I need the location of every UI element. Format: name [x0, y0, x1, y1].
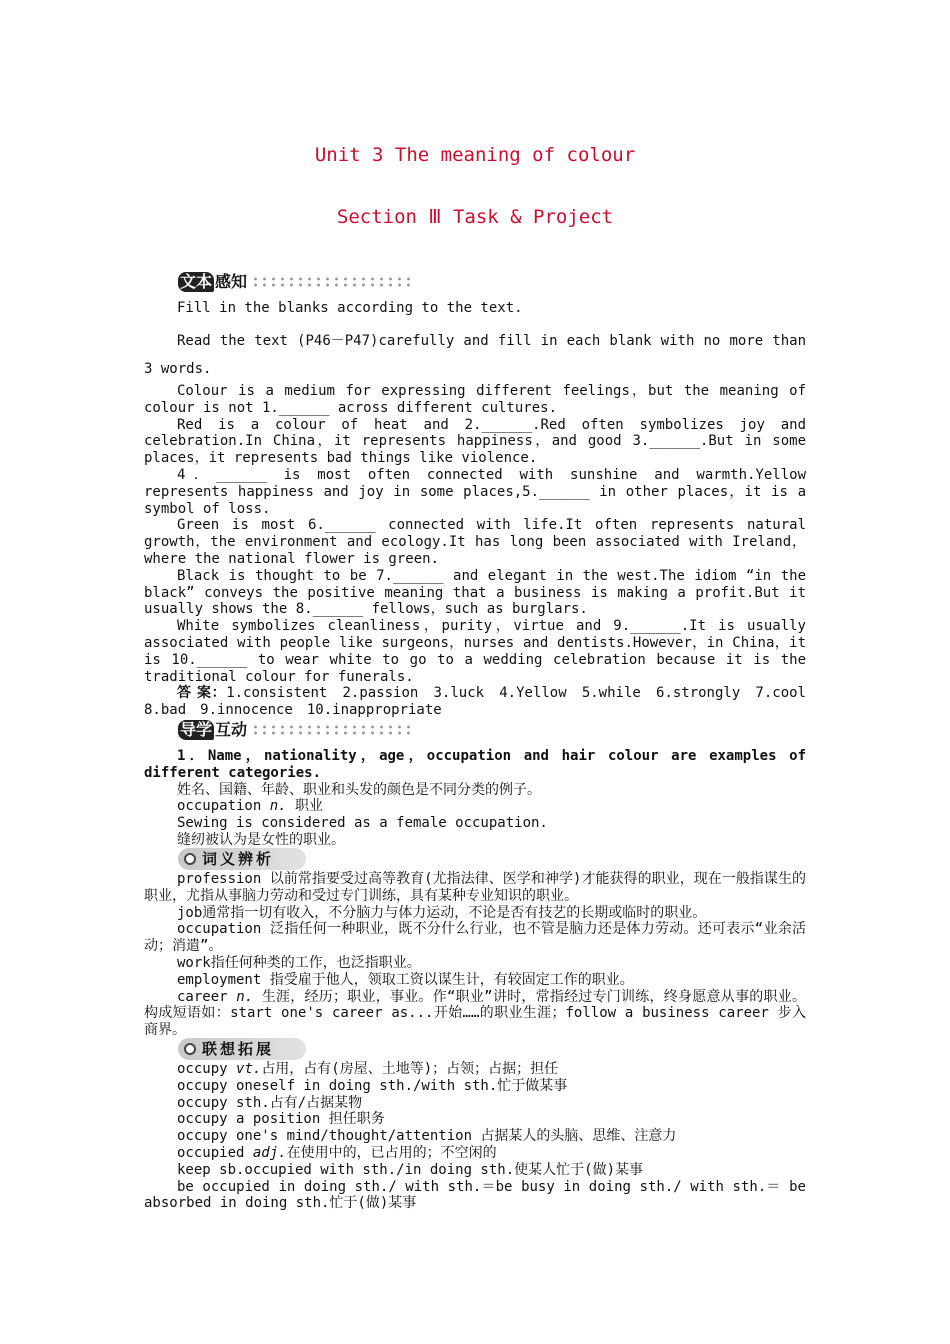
banner-guided-interaction — [178, 719, 411, 741]
answer-text: 1.consistent 2.passion 3.luck 4.Yellow 5.while 6.strongly 7.cool 8.bad 9.innocence 10.inappropriate — [144, 685, 820, 719]
passage-paragraph-1: Colour is a medium for expressing different feelings，but the meaning of colour is not 1.______ across different cultures. — [144, 383, 806, 416]
passage-paragraph-5: Black is thought to be 7.______ and elegant in the west.The idiom “in the black” conveys the positive meaning that a business is making a profit.But it usually shows the 8.______ fellows，such as burglars. — [144, 567, 806, 618]
occupied-pos: adj. — [252, 1144, 287, 1161]
career-word: career — [177, 988, 228, 1005]
pill-label: 词义辨析 — [202, 849, 275, 868]
intro-line-1: Fill in the blanks according to the text. — [177, 300, 523, 316]
item-1-example-cn: 缝纫被认为是女性的职业。 — [177, 831, 345, 848]
distinction-career — [144, 989, 806, 1039]
occupy-pos: vt. — [236, 1061, 262, 1077]
item-1-word-entry — [144, 798, 806, 815]
career-text: 生涯，经历；职业，事业。作“职业”讲时，常指经过专门训练，终身愿意从事的职业。构成短语如：start one's career as...开始……的职业生涯；follow a business career 步入商界。 — [144, 988, 807, 1039]
intro-line-2: Read the text (P46－P47)carefully and fill in each blank with no more than 3 words. — [144, 333, 806, 377]
occupied-entry — [144, 1145, 806, 1162]
occupy-phrase-2: occupy sth.占有/占据某物 — [177, 1094, 363, 1111]
distinction-occupation: occupation 泛指任何一种职业，既不分什么行业，也不管是脑力还是体力劳动。还可表示“业余活动；消遣”。 — [144, 921, 806, 955]
passage-paragraph-3: 4．______ is most often connected with sunshine and warmth.Yellow represents happiness and joy in some places,5.______ in other places，it is a symbol of loss. — [144, 466, 806, 517]
occupy-meaning: 占用，占有(房屋、土地等)；占领；占据；担任 — [261, 1061, 559, 1077]
bullet-icon — [184, 853, 196, 865]
item-1-meaning: 职业 — [295, 798, 324, 815]
banner-dots-2 — [251, 724, 411, 736]
distinction-profession: profession 以前常指要受过高等教育(尤指法律、医学和神学)才能获得的职业，现在一般指谋生的职业，尤指从事脑力劳动和受过专门训练，具有某种专业知识的职业。 — [144, 871, 806, 904]
banner-dots — [251, 276, 411, 288]
pill-label-2: 联想拓展 — [202, 1039, 275, 1058]
occupy-phrase-4: occupy one's mind/thought/attention 占据某人的头脑、思维、注意力 — [177, 1128, 677, 1145]
item-1-sentence: 1．Name，nationality，age，occupation and hair colour are examples of different categories. — [144, 748, 806, 781]
answer-key — [144, 685, 820, 719]
occupy-word: occupy — [177, 1061, 228, 1077]
occupy-phrase-3: occupy a position 担任职务 — [177, 1111, 385, 1128]
banner-text-perception — [178, 271, 411, 293]
career-pos: n. — [236, 988, 254, 1005]
section-title: Section Ⅲ Task & Project — [336, 206, 614, 228]
pill-word-distinction — [178, 848, 306, 870]
item-1 — [144, 748, 806, 849]
occupied-phrase-2: be occupied in doing sth./ with sth.＝be busy in doing sth./ with sth.＝ be absorbed in doing sth.忙于(做)某事 — [144, 1178, 806, 1212]
occupy-phrase-1: occupy oneself in doing sth./with sth.忙于做某事 — [177, 1077, 568, 1094]
item-1-word: occupation — [177, 798, 262, 815]
banner-tail-2: 互动 — [215, 719, 248, 739]
distinction-job: job通常指一切有收入，不分脑力与体力运动，不论是否有技艺的长期或临时的职业。 — [177, 904, 707, 921]
passage-paragraph-2: Red is a colour of heat and 2.______.Red often symbolizes joy and celebration.In China，it represents happiness，and good 3.______.But in some places，it represents bad things like violence. — [144, 416, 806, 467]
distinction-list — [144, 871, 806, 1039]
bullet-icon-2 — [184, 1043, 196, 1055]
item-1-example: Sewing is considered as a female occupation. — [177, 815, 548, 832]
banner-seal-2: 导学 — [180, 720, 213, 739]
banner-seal: 文本 — [180, 272, 213, 291]
occupied-word: occupied — [177, 1144, 245, 1161]
pill-association-extension — [178, 1038, 306, 1060]
passage-paragraph-6: White symbolizes cleanliness，purity，virtue and 9.______.It is usually associated with people like surgeons，nurses and dentists.However，in China，it is 10.______ to wear white to go to a wedding celebration because it is the traditional colour for funerals. — [144, 618, 806, 685]
answer-label: 答 案： — [177, 685, 227, 702]
passage — [144, 383, 820, 719]
distinction-employment: employment 指受雇于他人，领取工资以谋生计，有较固定工作的职业。 — [177, 971, 634, 988]
occupied-phrase-1: keep sb.occupied with sth./in doing sth.使某人忙于(做)某事 — [177, 1161, 644, 1178]
distinction-work: work指任何种类的工作，也泛指职业。 — [177, 954, 421, 971]
occupied-meaning: 在使用中的，已占用的；不空闲的 — [286, 1144, 497, 1161]
banner-tail: 感知 — [215, 271, 248, 291]
item-1-translation: 姓名、国籍、年龄、职业和头发的颜色是不同分类的例子。 — [177, 781, 541, 798]
unit-title: Unit 3 The meaning of colour — [314, 144, 636, 166]
occupy-entry — [144, 1061, 806, 1078]
item-1-pos: n. — [269, 798, 287, 815]
passage-paragraph-4: Green is most 6.______ connected with life.It often represents natural growth，the environment and ecology.It has long been associated with Ireland，where the national flower is green. — [144, 517, 806, 567]
expansion-list — [144, 1061, 806, 1212]
